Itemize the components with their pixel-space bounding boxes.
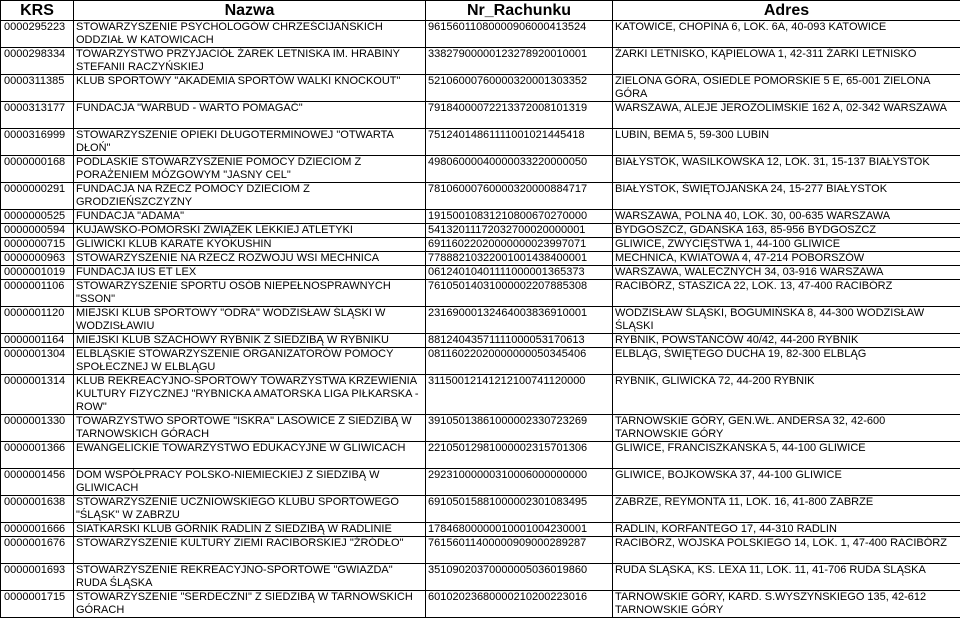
cell-adres: BIAŁYSTOK, ŚWIĘTOJAŃSKA 24, 15-277 BIAŁYSTOK [613,183,960,210]
cell-nr-rachunku: 76105014031000002207885308 [426,280,613,307]
header-adres: Adres [613,1,960,21]
table-row [1,156,960,183]
cell-krs: 0000001330 [1,415,74,442]
cell-nr-rachunku: 76156011400000909000289287 [426,537,613,564]
table-row [1,564,960,591]
cell-nazwa: STOWARZYSZENIE UCZNIOWSKIEGO KLUBU SPORTOWEGO "ŚLĄSK" W ZABRZU [74,496,426,523]
cell-nazwa: KLUB REKREACYJNO-SPORTOWY TOWARZYSTWA KRZEWIENIA KULTURY FIZYCZNEJ "RYBNICKA AMATORSKA LIGA PIŁKARSKA - ROW" [74,375,426,415]
cell-krs: 0000001366 [1,442,74,469]
cell-nr-rachunku: 29231000000310006000000000 [426,469,613,496]
cell-nr-rachunku: 78106000760000320000884717 [426,183,613,210]
table-row [1,307,960,334]
cell-nazwa: STOWARZYSZENIE OPIEKI DŁUGOTERMINOWEJ "OTWARTA DŁOŃ" [74,129,426,156]
cell-adres: ELBLĄG, ŚWIĘTEGO DUCHA 19, 82-300 ELBLĄG [613,348,960,375]
cell-nr-rachunku: 33827900000123278920010001 [426,48,613,75]
cell-nazwa: SIATKARSKI KLUB GÓRNIK RADLIN Z SIEDZIBĄ W RADLINIE [74,523,426,537]
cell-adres: GLIWICE, ZWYCIĘSTWA 1, 44-100 GLIWICE [613,238,960,252]
table-row [1,75,960,102]
cell-nr-rachunku: 54132011172032700020000001 [426,224,613,238]
cell-adres: RADLIN, KORFANTEGO 17, 44-310 RADLIN [613,523,960,537]
cell-nr-rachunku: 77888210322001001438400001 [426,252,613,266]
header-row [1,1,960,21]
cell-nazwa: STOWARZYSZENIE REKREACYJNO-SPORTOWE "GWIAZDA" RUDA ŚLĄSKA [74,564,426,591]
cell-nazwa: STOWARZYSZENIE "SERDECZNI" Z SIEDZIBĄ W TARNOWSKICH GÓRACH [74,591,426,618]
table-row [1,224,960,238]
cell-adres: WARSZAWA, WALECZNYCH 34, 03-916 WARSZAWA [613,266,960,280]
cell-adres: ŻARKI LETNISKO, KĄPIELOWA 1, 42-311 ŻARKI LETNISKO [613,48,960,75]
cell-krs: 0000001666 [1,523,74,537]
table-row [1,469,960,496]
cell-nazwa: GLIWICKI KLUB KARATE KYOKUSHIN [74,238,426,252]
cell-nazwa: MIEJSKI KLUB SPORTOWY "ODRA" WODZISŁAW ŚLĄSKI W WODZISŁAWIU [74,307,426,334]
cell-nazwa: ELBLĄSKIE STOWARZYSZENIE ORGANIZATORÓW POMOCY SPOŁECZNEJ W ELBLĄGU [74,348,426,375]
cell-nazwa: PODLASKIE STOWARZYSZENIE POMOCY DZIECIOM Z PORAŻENIEM MÓZGOWYM "JASNY CEL" [74,156,426,183]
cell-nazwa: FUNDACJA "WARBUD - WARTO POMAGAĆ" [74,102,426,129]
cell-krs: 0000313177 [1,102,74,129]
cell-nazwa: TOWARZYSTWO SPORTOWE "ISKRA" LASOWICE Z SIEDZIBĄ W TARNOWSKICH GÓRACH [74,415,426,442]
table-row [1,280,960,307]
cell-nr-rachunku: 08116022020000000050345406 [426,348,613,375]
cell-nr-rachunku: 52106000760000320001303352 [426,75,613,102]
cell-nazwa: STOWARZYSZENIE PSYCHOLOGÓW CHRZEŚCIJAŃSKICH ODDZIAŁ W KATOWICACH [74,21,426,48]
cell-nazwa: MIEJSKI KLUB SZACHOWY RYBNIK Z SIEDZIBĄ W RYBNIKU [74,334,426,348]
table-row [1,348,960,375]
cell-adres: ZIELONA GÓRA, OSIEDLE POMORSKIE 5 E, 65-001 ZIELONA GÓRA [613,75,960,102]
cell-adres: RACIBÓRZ, WOJSKA POLSKIEGO 14, LOK. 1, 47-400 RACIBÓRZ [613,537,960,564]
cell-krs: 0000001120 [1,307,74,334]
cell-adres: WODZISŁAW ŚLĄSKI, BOGUMIŃSKA 8, 44-300 WODZISŁAW ŚLĄSKI [613,307,960,334]
table-row [1,252,960,266]
table-row [1,210,960,224]
cell-krs: 0000298334 [1,48,74,75]
table-row [1,415,960,442]
cell-krs: 0000001456 [1,469,74,496]
cell-nr-rachunku: 60102023680000210200223016 [426,591,613,618]
cell-adres: WARSZAWA, POLNA 40, LOK. 30, 00-635 WARSZAWA [613,210,960,224]
cell-adres: KATOWICE, CHOPINA 6, LOK. 6A, 40-093 KATOWICE [613,21,960,48]
table-row [1,183,960,210]
table-row [1,102,960,129]
table-row [1,334,960,348]
table-row [1,21,960,48]
cell-nazwa: KLUB SPORTOWY "AKADEMIA SPORTÓW WALKI KNOCKOUT" [74,75,426,102]
cell-krs: 0000001314 [1,375,74,415]
cell-adres: TARNOWSKIE GÓRY, KARD. S.WYSZYŃSKIEGO 135, 42-612 TARNOWSKIE GÓRY [613,591,960,618]
cell-krs: 0000001676 [1,537,74,564]
cell-nazwa: STOWARZYSZENIE SPORTU OSÓB NIEPEŁNOSPRAWNYCH "SSON" [74,280,426,307]
cell-nr-rachunku: 19150010831210800670270000 [426,210,613,224]
cell-nr-rachunku: 23169000132464003836910001 [426,307,613,334]
cell-krs: 0000001715 [1,591,74,618]
cell-nr-rachunku: 06124010401111000001365373 [426,266,613,280]
cell-nr-rachunku: 96156011080000906000413524 [426,21,613,48]
cell-nr-rachunku: 35109020370000005036019860 [426,564,613,591]
cell-krs: 0000001693 [1,564,74,591]
cell-nazwa: DOM WSPÓŁPRACY POLSKO-NIEMIECKIEJ Z SIEDZIBĄ W GLIWICACH [74,469,426,496]
cell-krs: 0000316999 [1,129,74,156]
table-row [1,238,960,252]
cell-adres: MECHNICA, KWIATOWA 4, 47-214 POBORSZÓW [613,252,960,266]
cell-nazwa: FUNDACJA NA RZECZ POMOCY DZIECIOM Z GRODZIEŃSZCZYZNY [74,183,426,210]
cell-adres: TARNOWSKIE GÓRY, GEN.WŁ. ANDERSA 32, 42-600 TARNOWSKIE GÓRY [613,415,960,442]
cell-nazwa: KUJAWSKO-POMORSKI ZWIĄZEK LEKKIEJ ATLETYKI [74,224,426,238]
cell-adres: RYBNIK, POWSTAŃCÓW 40/42, 44-200 RYBNIK [613,334,960,348]
table-row [1,442,960,469]
cell-nr-rachunku: 39105013861000002330723269 [426,415,613,442]
cell-krs: 0000000525 [1,210,74,224]
cell-nr-rachunku: 69105015881000002301083495 [426,496,613,523]
cell-nazwa: TOWARZYSTWO PRZYJACIÓŁ ŻAREK LETNISKA IM. HRABINY STEFANII RACZYŃSKIEJ [74,48,426,75]
table-row [1,591,960,618]
cell-krs: 0000295223 [1,21,74,48]
cell-adres: RUDA ŚLĄSKA, KS. LEXA 11, LOK. 11, 41-706 RUDA ŚLĄSKA [613,564,960,591]
header-nr-rachunku: Nr_Rachunku [426,1,613,21]
cell-adres: GLIWICE, BOJKOWSKA 37, 44-100 GLIWICE [613,469,960,496]
table-row [1,129,960,156]
cell-adres: WARSZAWA, ALEJE JEROZOLIMSKIE 162 A, 02-342 WARSZAWA [613,102,960,129]
cell-nr-rachunku: 75124014861111001021445418 [426,129,613,156]
cell-adres: LUBIN, BEMA 5, 59-300 LUBIN [613,129,960,156]
cell-krs: 0000001638 [1,496,74,523]
cell-nazwa: EWANGELICKIE TOWARZYSTWO EDUKACYJNE W GLIWICACH [74,442,426,469]
table-row [1,537,960,564]
cell-nazwa: FUNDACJA "ADAMA" [74,210,426,224]
cell-krs: 0000000715 [1,238,74,252]
cell-nr-rachunku: 79184000072213372008101319 [426,102,613,129]
cell-krs: 0000000168 [1,156,74,183]
cell-nr-rachunku: 22105012981000002315701306 [426,442,613,469]
table-row [1,375,960,415]
cell-adres: BIAŁYSTOK, WASILKOWSKA 12, LOK. 31, 15-137 BIAŁYSTOK [613,156,960,183]
cell-adres: BYDGOSZCZ, GDAŃSKA 163, 85-956 BYDGOSZCZ [613,224,960,238]
header-nazwa: Nazwa [74,1,426,21]
cell-krs: 0000001019 [1,266,74,280]
cell-nr-rachunku: 17846800000010001004230001 [426,523,613,537]
cell-krs: 0000001106 [1,280,74,307]
table-row [1,266,960,280]
cell-adres: RYBNIK, GLIWICKA 72, 44-200 RYBNIK [613,375,960,415]
cell-nr-rachunku: 31150012141212100741120000 [426,375,613,415]
cell-nr-rachunku: 69116022020000000023997071 [426,238,613,252]
table-row [1,48,960,75]
table-row [1,523,960,537]
cell-adres: ZABRZE, REYMONTA 11, LOK. 16, 41-800 ZABRZE [613,496,960,523]
cell-krs: 0000000291 [1,183,74,210]
table-row [1,496,960,523]
cell-krs: 0000001164 [1,334,74,348]
cell-adres: RACIBÓRZ, STASZICA 22, LOK. 13, 47-400 RACIBÓRZ [613,280,960,307]
cell-krs: 0000000963 [1,252,74,266]
cell-nr-rachunku: 88124043571111000053170613 [426,334,613,348]
cell-nazwa: STOWARZYSZENIE NA RZECZ ROZWOJU WSI MECHNICA [74,252,426,266]
cell-nazwa: STOWARZYSZENIE KULTURY ZIEMI RACIBORSKIEJ "ŹRÓDŁO" [74,537,426,564]
cell-nr-rachunku: 49806000040000033220000050 [426,156,613,183]
cell-krs: 0000001304 [1,348,74,375]
cell-krs: 0000311385 [1,75,74,102]
cell-adres: GLIWICE, FRANCISZKAŃSKA 5, 44-100 GLIWICE [613,442,960,469]
cell-nazwa: FUNDACJA IUS ET LEX [74,266,426,280]
header-krs: KRS [1,1,74,21]
cell-krs: 0000000594 [1,224,74,238]
